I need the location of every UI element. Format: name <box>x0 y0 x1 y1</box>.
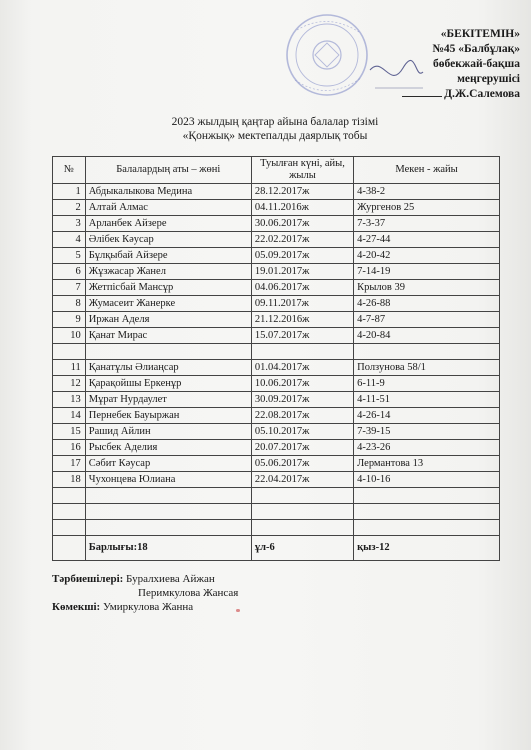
approval-signatory: Д.Ж.Салемова <box>380 87 520 102</box>
table-header-row <box>53 157 500 184</box>
teachers-row <box>52 572 238 586</box>
table-row: 8 Жумасеит Жанерке 09.11.2017ж 4-26-88 <box>53 296 500 312</box>
table-row: 16 Рысбек Аделия 20.07.2017ж 4-23-26 <box>53 440 500 456</box>
assistant-label: Көмекші: <box>52 601 101 613</box>
table-row: 10 Қанат Мирас 15.07.2017ж 4-20-84 <box>53 328 500 344</box>
total-girls: қыз-12 <box>354 536 500 561</box>
approval-institution-type: бөбекжай-бақша <box>433 58 520 70</box>
header-address: Мекен - жайы <box>354 157 500 184</box>
header-birthdate: Туылған күні, айы, жылы <box>251 157 353 184</box>
table-row-empty <box>53 504 500 520</box>
assistant-name: Умиркулова Жанна <box>102 601 194 613</box>
table-row: 13 Мұрат Нурдаулет 30.09.2017ж 4-11-51 <box>53 392 500 408</box>
ink-mark <box>236 609 240 612</box>
header-name: Балалардың аты – жөні <box>85 157 251 184</box>
teacher-name-1: Буралхиева Айжан <box>126 573 215 585</box>
table-row: 2 Алтай Алмас 04.11.2016ж Жургенов 25 <box>53 200 500 216</box>
table-row-empty <box>53 344 500 360</box>
table-row: 4 Әлібек Кәусар 22.02.2017ж 4-27-44 <box>53 232 500 248</box>
title-line-2: «Қонжық» мектепалды даярлық тобы <box>182 130 368 142</box>
approval-heading: «БЕКІТЕМІН» <box>440 28 520 40</box>
teachers-label: Тәрбиешілері: <box>52 573 124 585</box>
total-count: Барлығы:18 <box>85 536 251 561</box>
table-row: 18 Чухонцева Юлиана 22.04.2017ж 4-10-16 <box>53 472 500 488</box>
table-row-empty <box>53 488 500 504</box>
approval-block <box>380 27 520 102</box>
assistant-row <box>52 600 238 614</box>
table-row: 1 Абдыкалыкова Медина 28.12.2017ж 4-38-2 <box>53 184 500 200</box>
table-row: 12 Қарақойшы Еркенұр 10.06.2017ж 6-11-9 <box>53 376 500 392</box>
approval-position: меңгерушісі <box>457 73 520 85</box>
table-total-row <box>53 536 500 561</box>
document-title <box>130 115 420 143</box>
table-row: 6 Жұзжасар Жанел 19.01.2017ж 7-14-19 <box>53 264 500 280</box>
table-row: 7 Жетпісбай Мансұр 04.06.2017ж Крылов 39 <box>53 280 500 296</box>
table-row: 3 Арланбек Айзере 30.06.2017ж 7-3-37 <box>53 216 500 232</box>
table-row: 5 Бұлқыбай Айзере 05.09.2017ж 4-20-42 <box>53 248 500 264</box>
signature-line <box>402 96 442 97</box>
approval-kindergarten: №45 «Балбұлақ» <box>432 43 520 55</box>
title-line-1: 2023 жылдың қаңтар айына балалар тізімі <box>171 116 379 128</box>
teacher-name-2: Перимкулова Жансая <box>138 587 239 599</box>
table-row: 15 Рашид Айлин 05.10.2017ж 7-39-15 <box>53 424 500 440</box>
table-row: 9 Иржан Аделя 21.12.2016ж 4-7-87 <box>53 312 500 328</box>
total-boys: ұл-6 <box>251 536 353 561</box>
table-row: 11 Қанатұлы Әлиаңсар 01.04.2017ж Ползунова 58/1 <box>53 360 500 376</box>
table-row: 17 Сәбит Кәусар 05.06.2017ж Лермантова 13 <box>53 456 500 472</box>
table-row-empty <box>53 520 500 536</box>
children-roster-table <box>52 156 500 561</box>
staff-block <box>52 572 238 614</box>
header-number: № <box>53 157 86 184</box>
table-row: 14 Пернебек Бауыржан 22.08.2017ж 4-26-14 <box>53 408 500 424</box>
